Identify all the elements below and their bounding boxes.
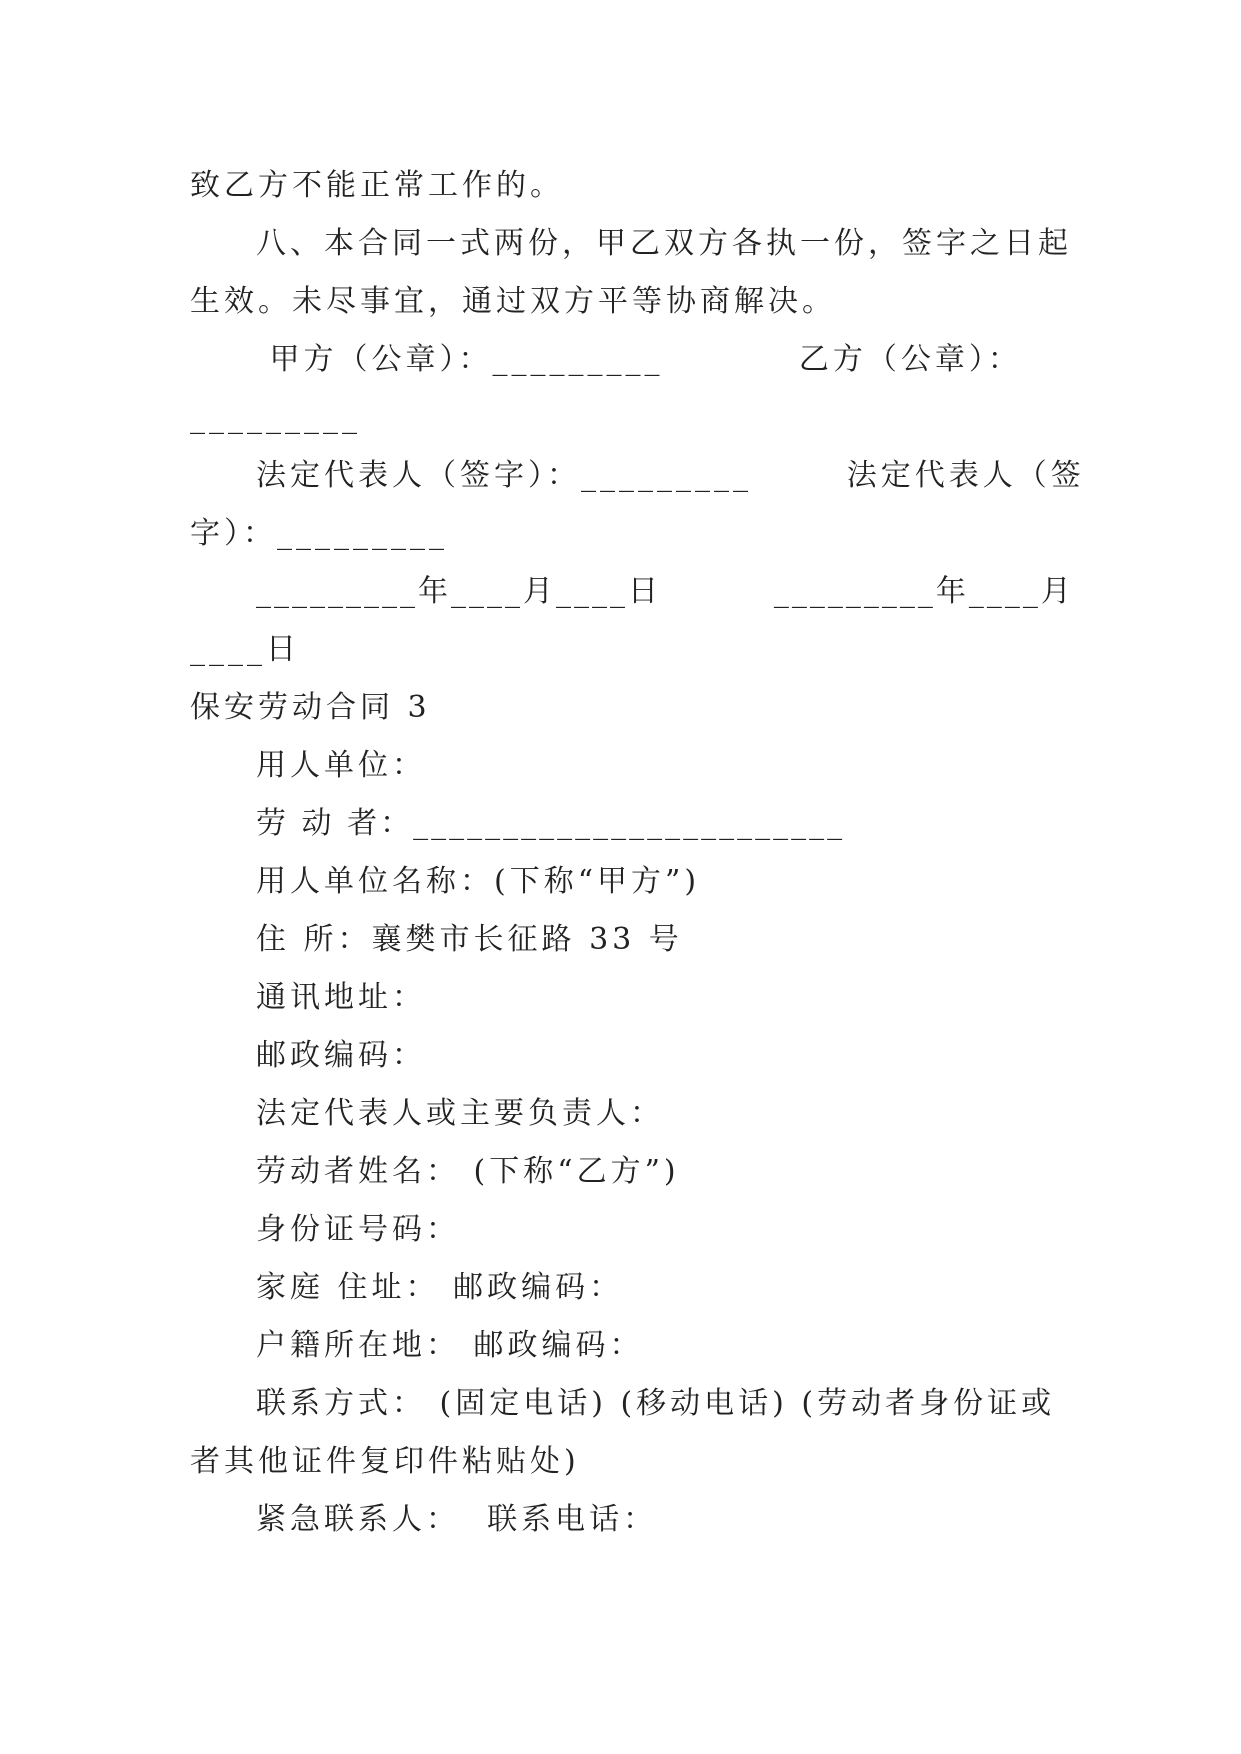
contact-method-field: 联系方式： (固定电话) (移动电话) (劳动者身份证或: [256, 1386, 1056, 1421]
legal-rep-signature-blank: 字）：_________: [190, 516, 448, 551]
employer-field: 用人单位：: [256, 748, 426, 783]
text-line: 致乙方不能正常工作的。: [190, 168, 564, 203]
contact-method-continued: 者其他证件复印件粘贴处): [190, 1444, 580, 1479]
postal-code-field: 邮政编码：: [256, 1038, 426, 1073]
emergency-contact-field: 紧急联系人： 联系电话：: [256, 1502, 658, 1537]
worker-name-field: 劳动者姓名： (下称“乙方”): [256, 1154, 680, 1189]
date-day-blank: ____日: [190, 632, 300, 667]
household-registration-field: 户籍所在地： 邮政编码：: [256, 1328, 644, 1363]
signature-blank: _________: [190, 400, 361, 435]
text-line: 八、本合同一式两份，甲乙双方各执一份，签字之日起: [256, 226, 1072, 261]
mailing-address-field: 通讯地址：: [256, 980, 426, 1015]
text-line: 生效。未尽事宜，通过双方平等协商解决。: [190, 284, 836, 319]
home-address-field: 家庭 住址： 邮政编码：: [256, 1270, 624, 1305]
date-line: _________年____月____日 _________年____月: [256, 574, 1074, 609]
worker-field: 劳 动 者：________________________: [256, 806, 846, 841]
residence-field: 住 所：襄樊市长征路 33 号: [256, 922, 683, 957]
signature-line-party-a: 甲方（公章）：_________ 乙方（公章）：: [256, 342, 1022, 377]
id-number-field: 身份证号码：: [256, 1212, 460, 1247]
legal-rep-signature-line: 法定代表人（签字）：_________ 法定代表人（签: [256, 458, 1085, 493]
section-title: 保安劳动合同 3: [190, 690, 431, 725]
employer-name-field: 用人单位名称：(下称“甲方”): [256, 864, 701, 899]
legal-representative-field: 法定代表人或主要负责人：: [256, 1096, 664, 1131]
